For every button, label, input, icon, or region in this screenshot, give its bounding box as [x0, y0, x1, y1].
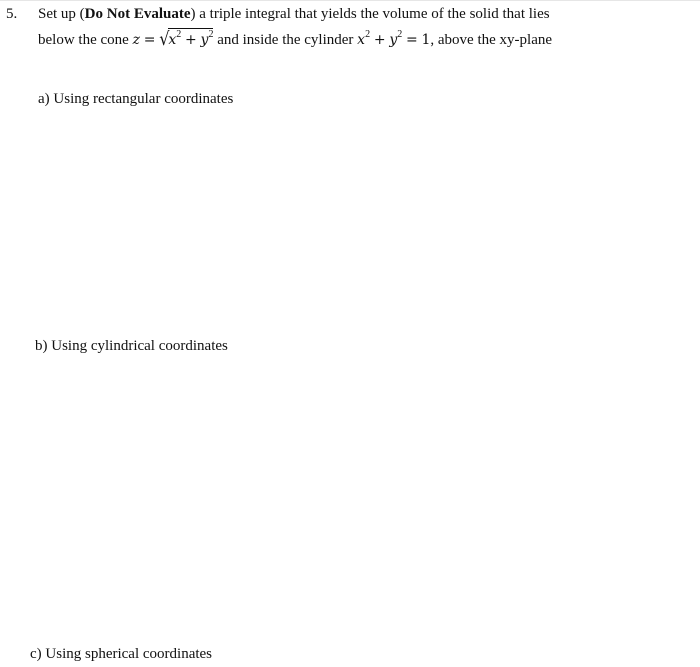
top-rule	[0, 0, 700, 1]
sqrt-exp-y: 2	[208, 29, 214, 40]
sqrt-radicand	[168, 28, 213, 50]
question-text-suffix: ) a triple integral that yields the volume of the solid that lies	[190, 6, 550, 22]
question-line-2	[38, 28, 552, 50]
cyl-radius-value: 1	[421, 32, 431, 48]
cyl-var-x: x	[357, 32, 366, 48]
question-emphasis: Do Not Evaluate	[84, 6, 191, 22]
sqrt-var-x: x	[168, 32, 177, 48]
question-text-plane: , above the xy-plane	[430, 32, 553, 48]
question-line-1	[38, 4, 550, 24]
sqrt-exp-x: 2	[176, 29, 182, 40]
question-text-prefix: Set up (	[38, 6, 85, 22]
cyl-var-y: y	[389, 32, 398, 48]
cyl-exp-x: 2	[365, 29, 371, 40]
question-text-cylinder-intro: and inside the cylinder	[213, 32, 358, 48]
cyl-plus: +	[373, 32, 386, 48]
cyl-equals: =	[405, 32, 418, 48]
sqrt-var-y: y	[200, 32, 209, 48]
sqrt-radical-icon: √	[159, 27, 170, 50]
part-c-label: c) Using spherical coordinates	[30, 646, 213, 662]
sqrt-plus: +	[185, 32, 197, 48]
part-b-label: b) Using cylindrical coordinates	[35, 338, 228, 354]
cone-variable-z: z	[132, 32, 140, 48]
equals-sign: =	[143, 32, 156, 48]
question-text-cone-intro: below the cone	[38, 32, 133, 48]
cone-sqrt-expression	[159, 28, 213, 50]
question-number: 5.	[6, 6, 18, 22]
part-a-label: a) Using rectangular coordinates	[38, 91, 234, 107]
cyl-exp-y: 2	[397, 29, 403, 40]
